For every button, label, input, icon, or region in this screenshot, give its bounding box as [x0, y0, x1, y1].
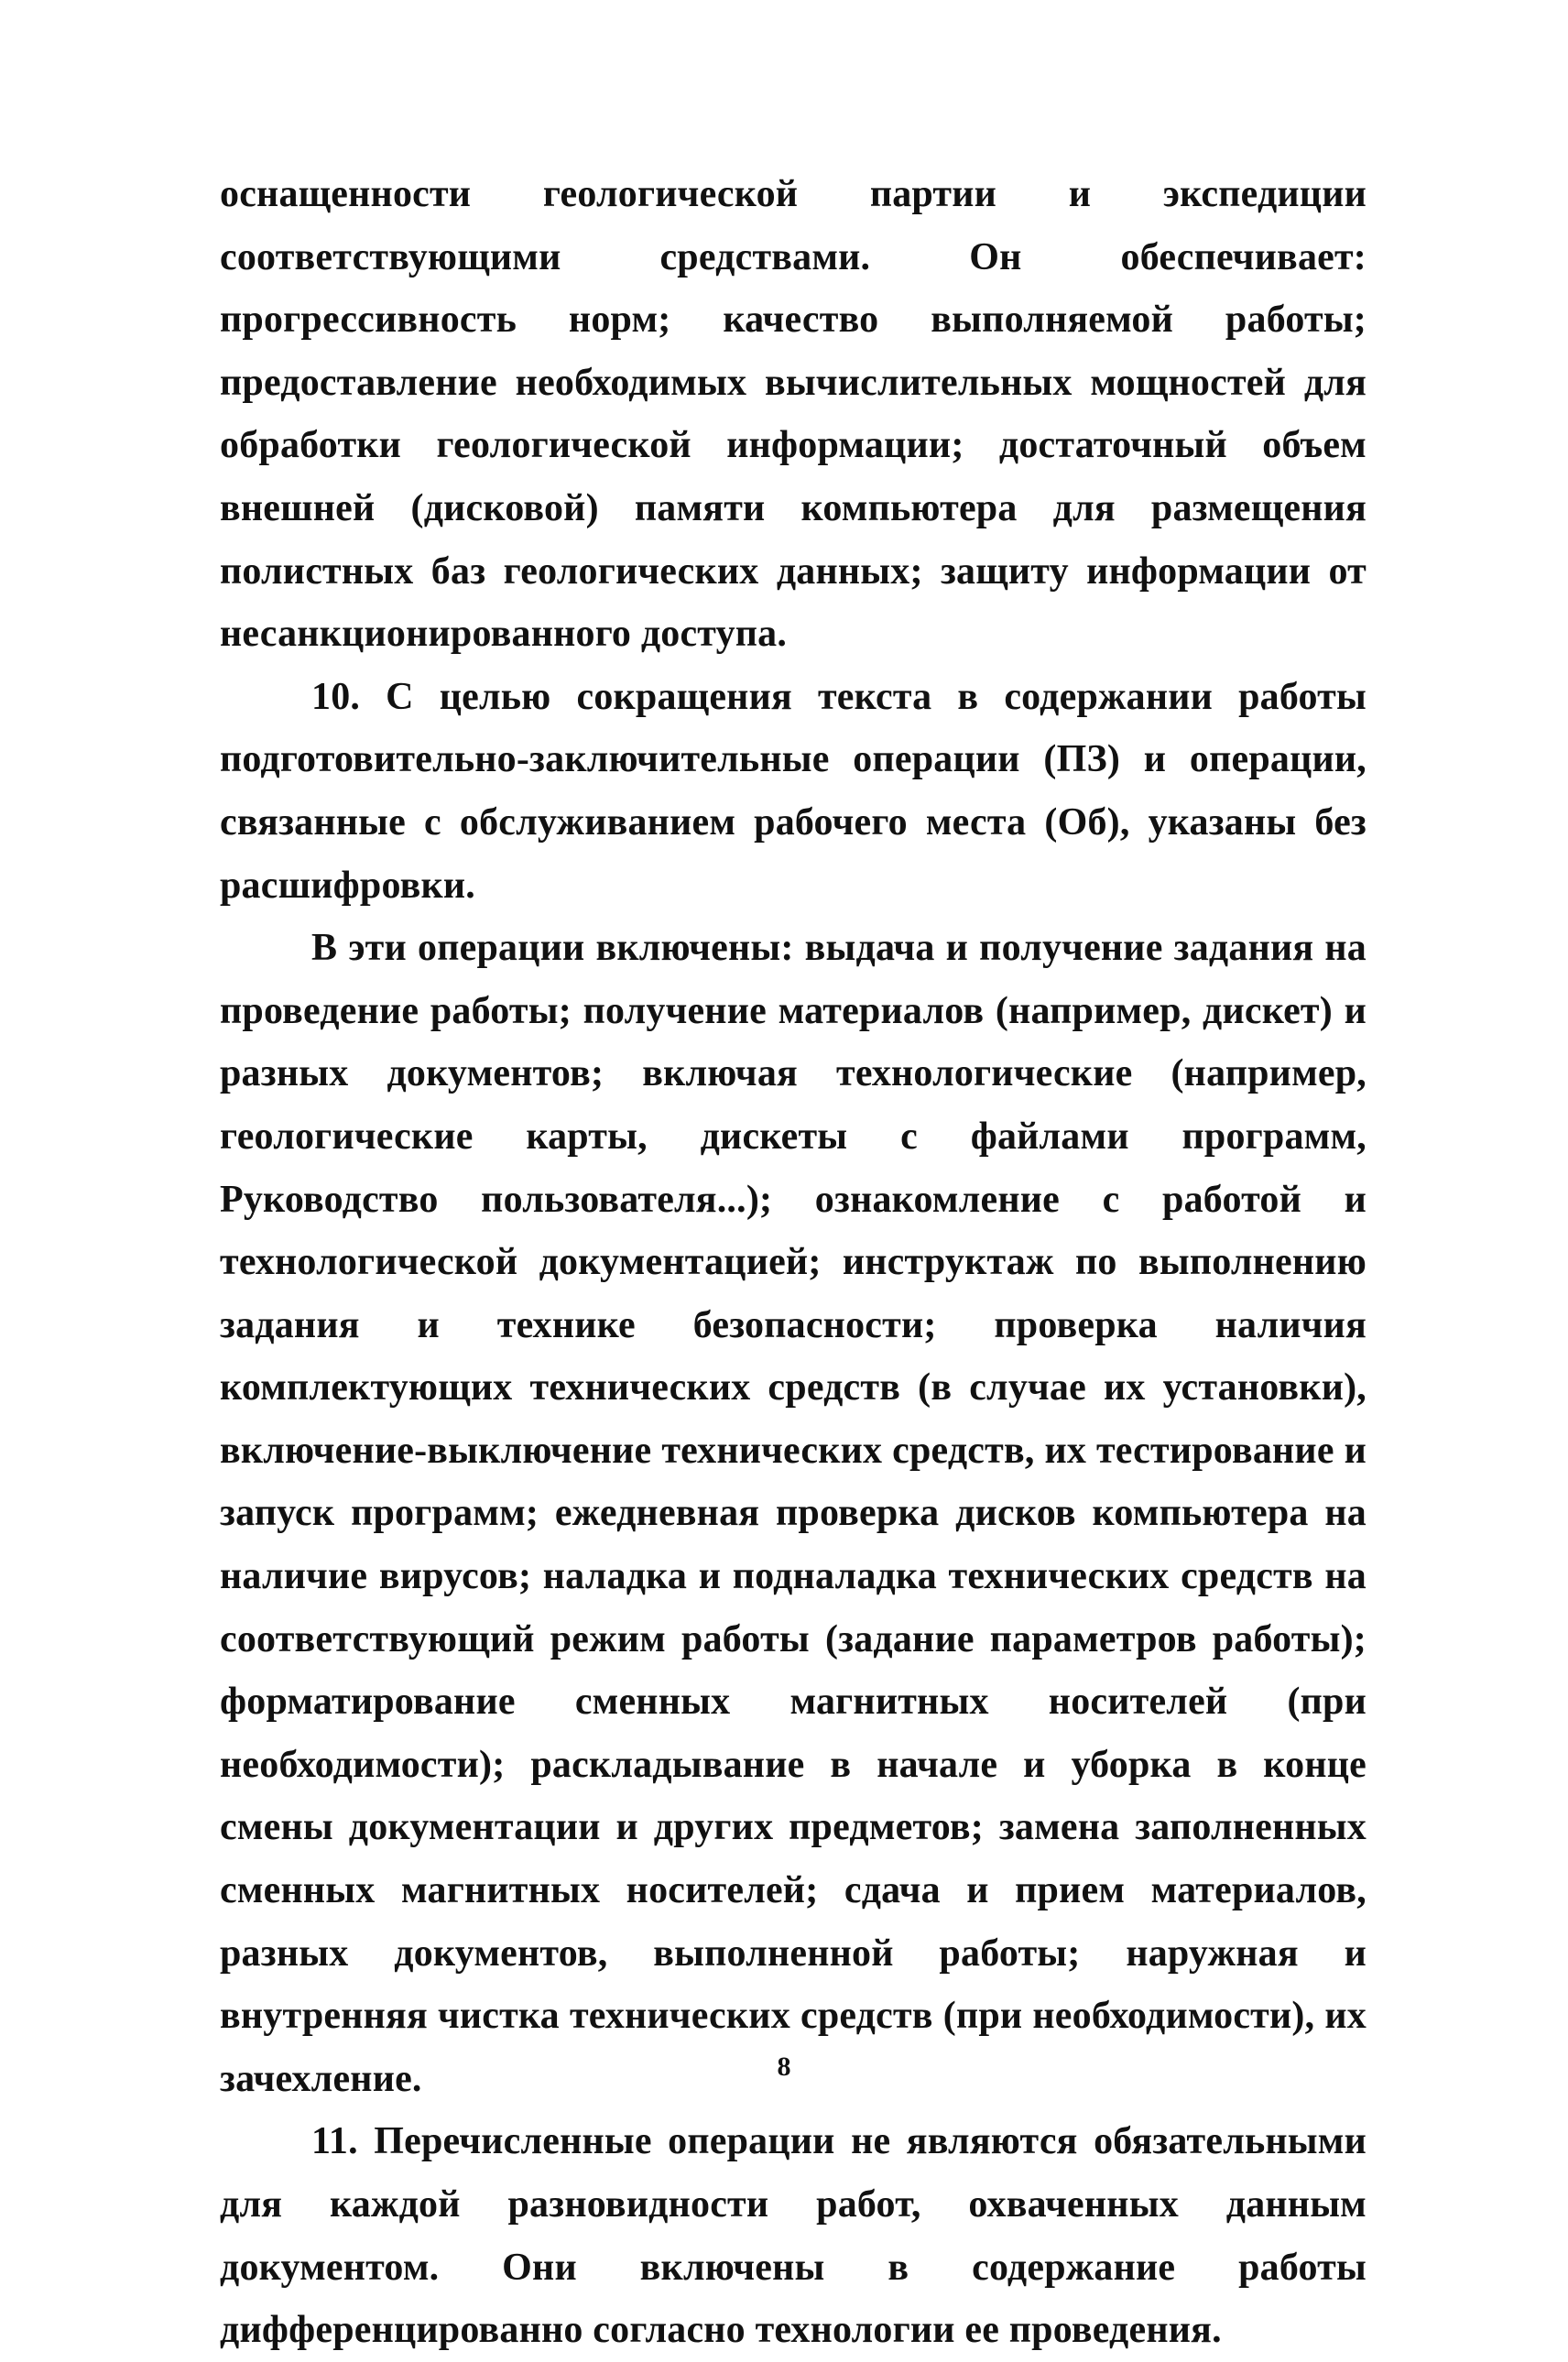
- body-text: [220, 163, 1367, 2362]
- page-number: 8: [777, 2052, 791, 2082]
- paragraph-item-10: 10. С целью сокращения текста в содержании работы подготовительно-заключительные операции (ПЗ) и операции, связанные с обслуживанием рабочего места (Об), указаны без расшифровки.: [220, 675, 1367, 907]
- paragraph-continuation: оснащенности геологической партии и экспедиции соответствующими средствами. Он обеспечивает: прогрессивность норм; качество выполняемой работы; предоставление необходимых вычислительных мощностей для обработки геологической информации; достаточный объем внешней (дисковой) памяти компьютера для размещения полистных баз геологических данных; защиту информации от несанкционированного доступа.: [220, 173, 1367, 656]
- paragraph-item-11: 11. Перечисленные операции не являются обязательными для каждой разновидности работ, охваченных данным документом. Они включены в содержание работы дифференцированно согласно технологии ее проведения.: [220, 2120, 1367, 2352]
- paragraph-operations-list: В эти операции включены: выдача и получение задания на проведение работы; получение материалов (например, дискет) и разных документов; включая технологические (например, геологические карты, дискеты с файлами программ, Руководство пользователя...); ознакомление с работой и технологической документацией; инструктаж по выполнению задания и технике безопасности; проверка наличия комплектующих технических средств (в случае их установки), включение-выключение технических средств, их тестирование и запуск программ; ежедневная проверка дисков компьютера на наличие вирусов; наладка и подналадка технических средств на соответствующий режим работы (задание параметров работы); форматирование сменных магнитных носителей (при необходимости); раскладывание в начале и уборка в конце смены документации и других предметов; замена заполненных сменных магнитных носителей; сдача и прием материалов, разных документов, выполненной работы; наружная и внутренняя чистка технических средств (при необходимости), их зачехление.: [220, 927, 1367, 2100]
